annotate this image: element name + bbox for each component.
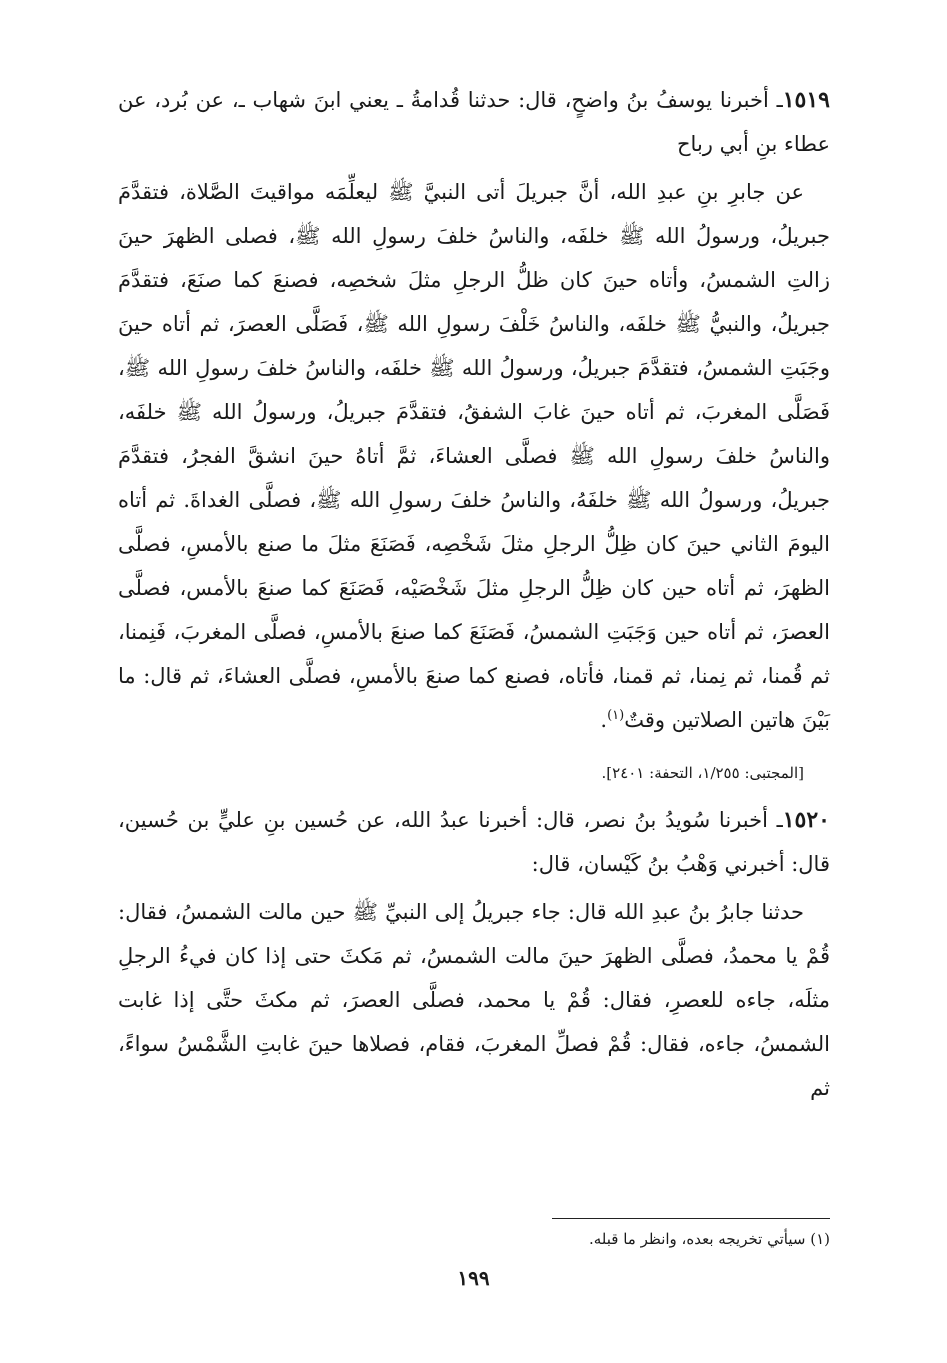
footnote-marker[interactable]: (١): [607, 708, 625, 723]
matn-text: حدثنا جابرُ بنُ عبدِ الله قال: جاء جبريلُ إلى النبيِّ ﷺ حين مالت الشمسُ، فقال: قُمْ يا محمدُ، فصلَّى الظهرَ حينَ مالت الشمسُ، ثم مَكثَ حتى إذا كان فيءُ الرجلِ مثلَه، جاءه للعصرِ، فقال: قُمْ يا محمد، فصلَّى العصرَ، ثم مكثَ حتَّى إذا غابت الشمسُ، جاءه، فقال: قُمْ فصلِّ المغربَ، فقام، فصلاها حينَ غابتِ الشَّمْسُ سواءً، ثم: [118, 900, 830, 1100]
matn-text: عن جابرِ بنِ عبدِ الله، أنَّ جبريلَ أتى النبيَّ ﷺ ليعلِّمَه مواقيتَ الصَّلاة، فتقدَّمَ جبريلُ، ورسولُ الله ﷺ خلفَه، والناسُ خلفَ رسولِ الله ﷺ، فصلى الظهرَ حينَ زالتِ الشمسُ، وأتاه حينَ كان ظلُّ الرجلِ مثلَ شخصِه، فصنعَ كما صنَعَ، فتقدَّمَ جبريلُ، والنبيُّ ﷺ خلفَه، والناسُ خَلْفَ رسولِ الله ﷺ، فَصَلَّى العصرَ، ثم أتاه حينَ وجَبَتِ الشمسُ، فتقدَّمَ جبريلُ، ورسولُ الله ﷺ خلفَه، والناسُ خلفَ رسولِ الله ﷺ، فَصَلَّى المغربَ، ثم أتاه حينَ غابَ الشفقُ، فتقدَّمَ جبريلُ، ورسولُ الله ﷺ خلفَه، والناسُ خلفَ رسولِ الله ﷺ فصلَّى العشاءَ، ثمَّ أتاهُ حينَ انشقَّ الفجرُ، فتقدَّمَ جبريلُ، ورسولُ الله ﷺ خلفَهُ، والناسُ خلفَ رسولِ الله ﷺ، فصلَّى الغداةَ. ثم أتاه اليومَ الثاني حينَ كان ظِلُّ الرجلِ مثلَ شَخْصِه، فَصَنَعَ مثلَ ما صنع بالأمسِ، فصلَّى الظهرَ، ثم أتاه حين كان ظِلُّ الرجلِ مثلَ شَخْصَيْه، فَصَنَعَ كما صنعَ بالأمس، فصلَّى العصرَ، ثم أتاه حين وَجَبَتِ الشمسُ، فَصَنَعَ كما صنعَ بالأمسِ، فصلَّى المغربَ، فَنِمنا، ثم قُمنا، ثم نِمنا، ثم قمنا، فأتاه، فصنع كما صنعَ بالأمسِ، فصلَّى العشاءَ، ثم قال: ما بَيْنَ هاتين الصلاتين وقتٌ: [118, 180, 830, 732]
footnote-divider: [552, 1218, 830, 1219]
hadith-number: ١٥١٩: [782, 87, 830, 113]
hadith-1519-reference: [المجتبى: ١/٢٥٥، التحفة: ٢٤٠١].: [601, 764, 804, 782]
page-body: [118, 78, 830, 1110]
sentence-end: .: [600, 708, 608, 732]
hadith-1520-matn: [118, 890, 830, 1110]
hadith-1519-matn: [118, 170, 830, 742]
hadith-1520-isnad: [118, 798, 830, 886]
isnad-text: ـ أخبرنا سُويدُ بنُ نصر، قال: أخبرنا عبدُ الله، عن حُسين بنِ عليٍّ بن حُسين، قال: أخبرني وَهْبُ بنُ كَيْسان، قال:: [118, 808, 830, 876]
isnad-text: ـ أخبرنا يوسفُ بنُ واضحٍ، قال: حدثنا قُدامةُ ـ يعني ابنَ شهاب ـ، عن بُرد، عن عطاء بنِ أبي رباح: [118, 88, 830, 156]
footnote: (١) سيأتي تخريجه بعده، وانظر ما قبله.: [589, 1230, 830, 1248]
hadith-number: ١٥٢٠: [782, 807, 830, 833]
hadith-1519-isnad: [118, 78, 830, 166]
page-number: ١٩٩: [457, 1266, 490, 1290]
